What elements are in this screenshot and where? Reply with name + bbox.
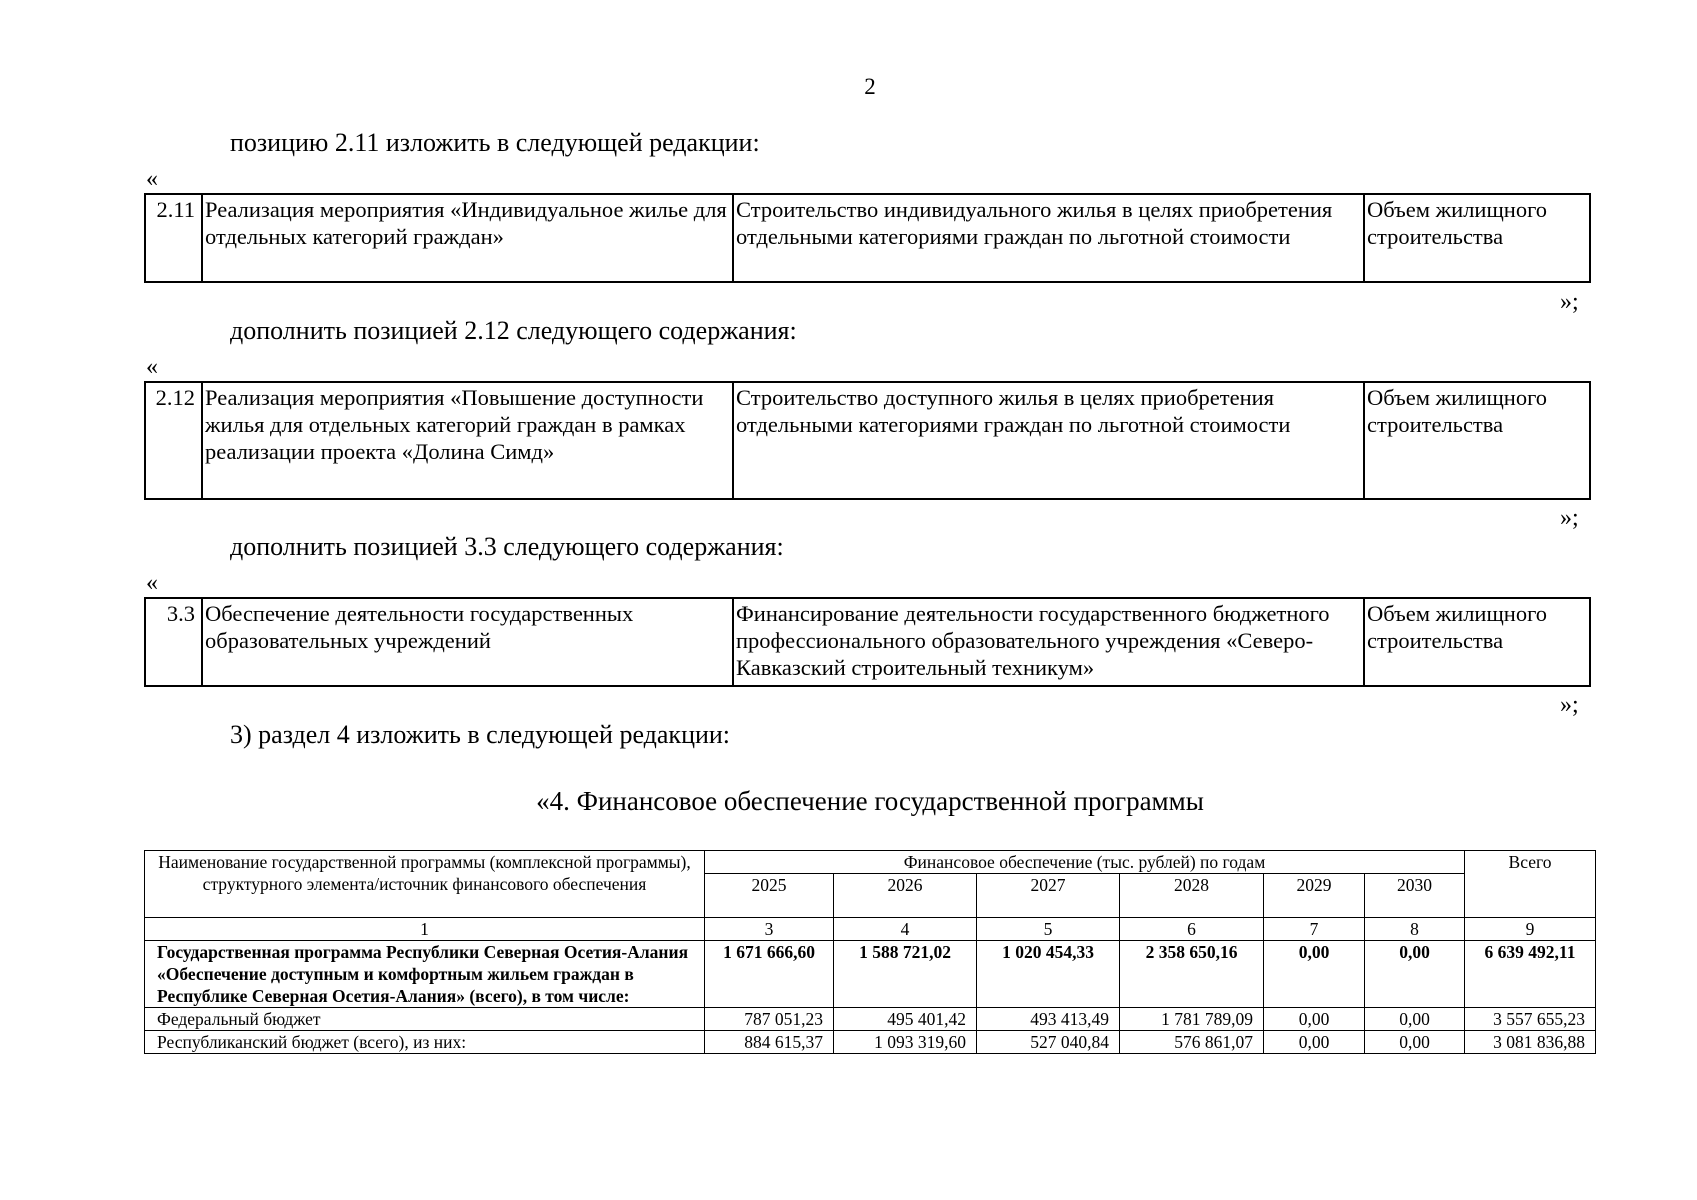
page-number: 2 [864,74,876,99]
pos-indicator: Объем жилищного строительства [1364,382,1590,499]
table-row [145,941,1596,1008]
row-value: 495 401,42 [834,1008,977,1031]
row-value: 787 051,23 [705,1008,834,1031]
paragraph-section-3: 3) раздел 4 изложить в следующей редакции: [230,720,731,749]
table-row [145,1008,1596,1031]
header-year: 2028 [1120,874,1264,918]
row-value: 1 671 666,60 [705,941,834,1008]
row-value: 0,00 [1365,941,1465,1008]
row-value: 576 861,07 [1120,1031,1264,1054]
header-year: 2025 [705,874,834,918]
pos-indicator: Объем жилищного строительства [1364,598,1590,686]
header-financing: Финансовое обеспечение (тыс. рублей) по годам [705,851,1465,874]
open-quote: « [146,166,158,192]
row-value: 0,00 [1365,1008,1465,1031]
pos-description: Строительство доступного жилья в целях приобретения отдельными категориями граждан по льготной стоимости [733,382,1364,499]
paragraph-pos-3-3: дополнить позицией 3.3 следующего содержания: [230,532,784,561]
row-name: Республиканский бюджет (всего), из них: [145,1031,705,1054]
row-name: Государственная программа Республики Северная Осетия-Алания «Обеспечение доступным и комфортным жильем граждан в Республике Северная Осетия-Алания» (всего), в том числе: [145,941,705,1008]
column-number: 5 [977,918,1120,941]
table-row [145,598,1590,686]
section-4-title: «4. Финансовое обеспечение государственной программы [536,786,1204,816]
close-quote: »; [1560,289,1579,315]
header-year: 2026 [834,874,977,918]
open-quote: « [146,354,158,380]
header-year: 2030 [1365,874,1465,918]
column-number: 7 [1264,918,1365,941]
row-value: 493 413,49 [977,1008,1120,1031]
pos-number: 3.3 [145,598,202,686]
row-value: 6 639 492,11 [1465,941,1596,1008]
row-value: 0,00 [1264,1008,1365,1031]
paragraph-pos-2-11: позицию 2.11 изложить в следующей редакции: [230,128,760,157]
row-value: 0,00 [1264,1031,1365,1054]
column-number: 1 [145,918,705,941]
header-year: 2029 [1264,874,1365,918]
close-quote: »; [1560,692,1579,718]
table-row [145,382,1590,499]
row-name: Федеральный бюджет [145,1008,705,1031]
paragraph-pos-2-12: дополнить позицией 2.12 следующего содержания: [230,316,797,345]
pos-indicator: Объем жилищного строительства [1364,194,1590,282]
table-header-row [145,851,1596,874]
row-value: 884 615,37 [705,1031,834,1054]
open-quote: « [146,570,158,596]
pos-name: Обеспечение деятельности государственных образовательных учреждений [202,598,733,686]
row-value: 1 093 319,60 [834,1031,977,1054]
header-year: 2027 [977,874,1120,918]
row-value: 1 020 454,33 [977,941,1120,1008]
row-value: 0,00 [1365,1031,1465,1054]
column-number: 6 [1120,918,1264,941]
pos-name: Реализация мероприятия «Индивидуальное жилье для отдельных категорий граждан» [202,194,733,282]
pos-description: Строительство индивидуального жилья в целях приобретения отдельными категориями граждан по льготной стоимости [733,194,1364,282]
close-quote: »; [1560,505,1579,531]
table-row [145,1031,1596,1054]
column-number: 3 [705,918,834,941]
table-pos-2-11 [144,193,1591,283]
row-value: 527 040,84 [977,1031,1120,1054]
row-value: 0,00 [1264,941,1365,1008]
table-row [145,194,1590,282]
table-pos-3-3 [144,597,1591,687]
column-number: 9 [1465,918,1596,941]
row-value: 2 358 650,16 [1120,941,1264,1008]
column-number: 4 [834,918,977,941]
pos-number: 2.11 [145,194,202,282]
row-value: 1 588 721,02 [834,941,977,1008]
table-column-numbers-row [145,918,1596,941]
column-number: 8 [1365,918,1465,941]
financial-table [144,850,1596,1054]
pos-description: Финансирование деятельности государственного бюджетного профессионального образовательного учреждения «Северо-Кавказский строительный техникум» [733,598,1364,686]
row-value: 3 557 655,23 [1465,1008,1596,1031]
pos-name: Реализация мероприятия «Повышение доступности жилья для отдельных категорий граждан в рамках реализации проекта «Долина Симд» [202,382,733,499]
row-value: 1 781 789,09 [1120,1008,1264,1031]
table-pos-2-12 [144,381,1591,500]
pos-number: 2.12 [145,382,202,499]
header-name: Наименование государственной программы (комплексной программы), структурного элемента/источник финансового обеспечения [145,851,705,918]
header-total: Всего [1465,851,1596,918]
row-value: 3 081 836,88 [1465,1031,1596,1054]
